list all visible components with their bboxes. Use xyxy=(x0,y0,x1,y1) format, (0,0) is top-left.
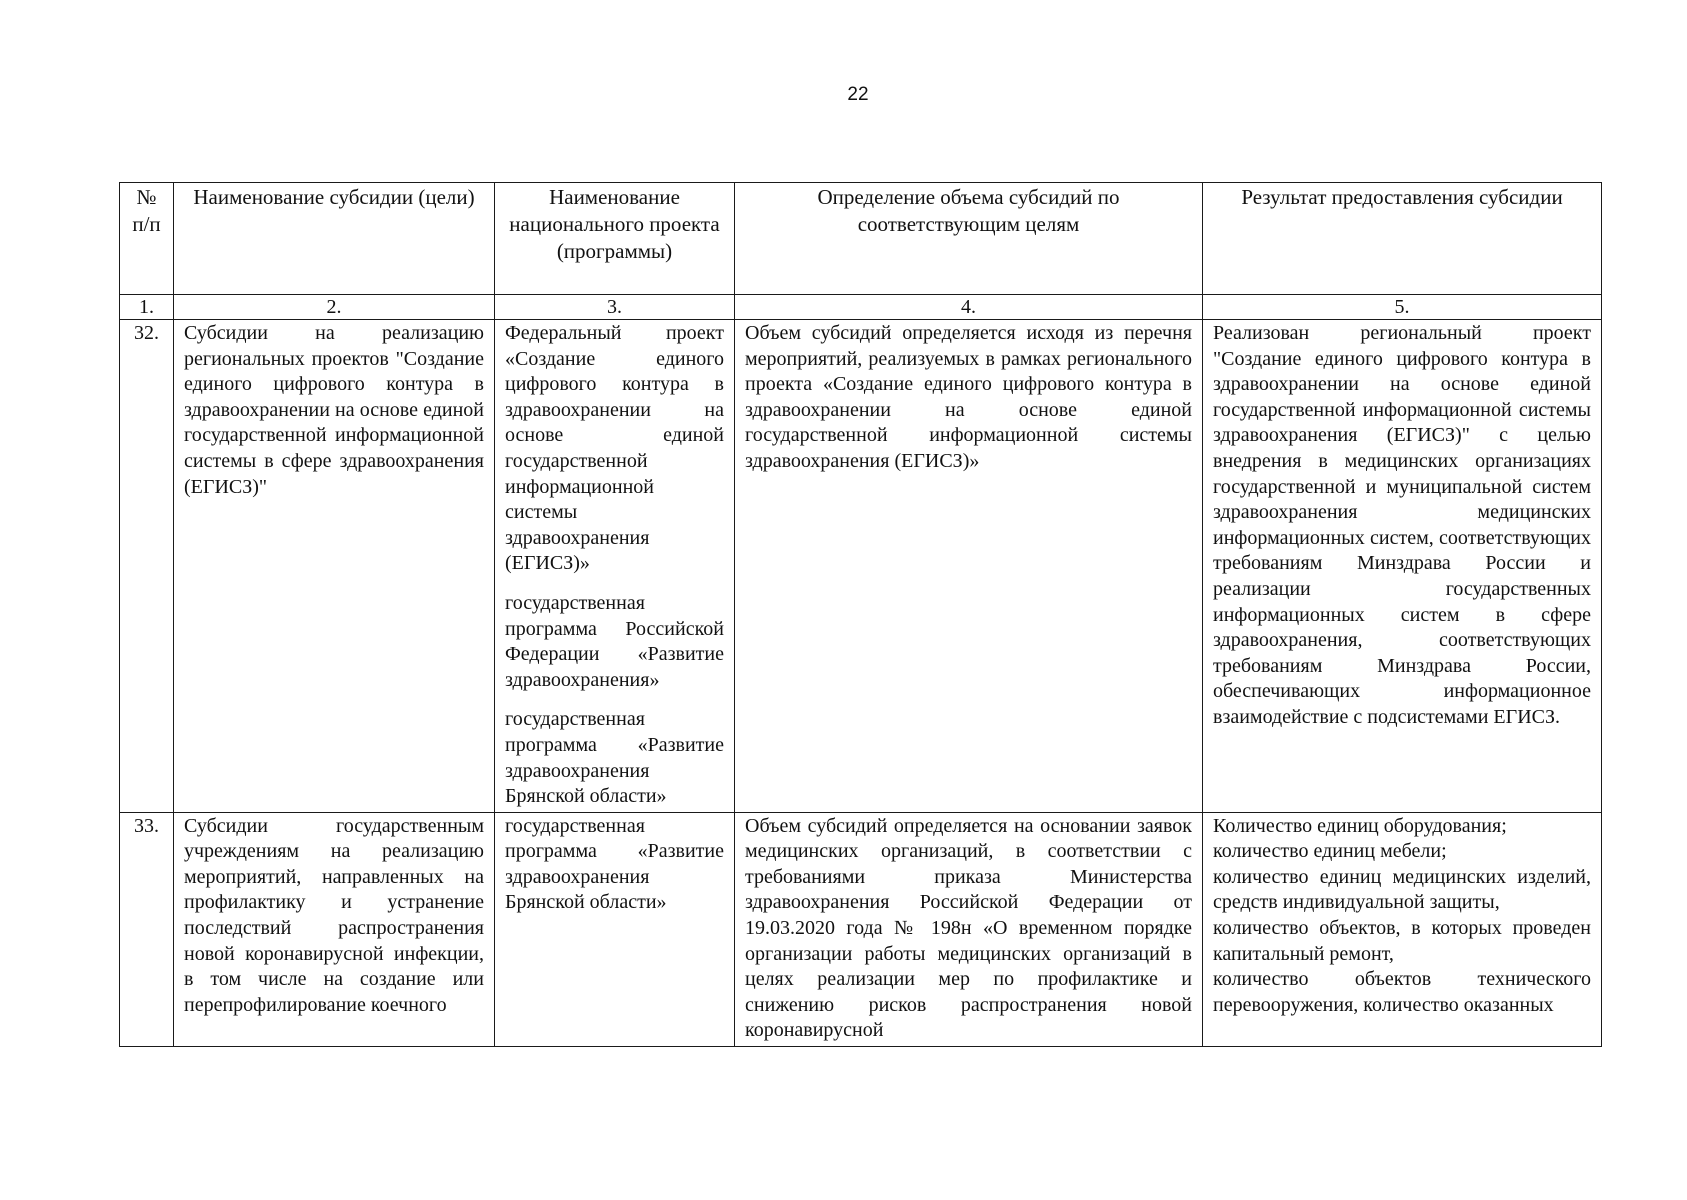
header-cell-volume-definition: Определение объема субсидий по соответствующим целям xyxy=(735,183,1203,295)
national-project-paragraph: государственная программа «Развитие здравоохранения Брянской области» xyxy=(505,814,724,914)
table-row xyxy=(120,812,1602,1046)
header-cell-national-project: Наименование национального проекта (программы) xyxy=(495,183,735,295)
result-cell xyxy=(1203,812,1602,1046)
column-number-4: 4. xyxy=(735,295,1203,320)
column-number-1: 1. xyxy=(120,295,174,320)
volume-definition-cell: Объем субсидий определяется на основании заявок медицинских организаций, в соответствии с требованиями приказа Министерства здравоохранения Российской Федерации от 19.03.2020 года № 198н «О временном порядке организации работы медицинских организаций в целях реализации мер по профилактике и снижению рисков распространения новой коронавирусной xyxy=(735,812,1203,1046)
table-row xyxy=(120,320,1602,813)
national-project-paragraph: Федеральный проект «Создание единого цифрового контура в здравоохранении на основе единой государственной информационной системы здравоохранения (ЕГИСЗ)» xyxy=(505,322,724,575)
row-number: 33. xyxy=(120,812,174,1046)
result-cell: Реализован региональный проект "Создание единого цифрового контура в здравоохранении на основе единой государственной информационной системы здравоохранения (ЕГИСЗ)" с целью внедрения в медицинских организациях государственной и муниципальной систем здравоохранения медицинских информационных систем, соответствующих требованиям Минздрава России и реализации государственных информационных систем в сфере здравоохранения, соответствующих требованиям Минздрава России, обеспечивающих информационное взаимодействие с подсистемами ЕГИСЗ. xyxy=(1203,320,1602,813)
column-number-row xyxy=(120,295,1602,320)
result-line: количество единиц мебели; xyxy=(1213,840,1447,863)
column-number-3: 3. xyxy=(495,295,735,320)
national-project-paragraph: государственная программа «Развитие здравоохранения Брянской области» xyxy=(505,708,724,808)
result-line: количество единиц медицинских изделий, средств индивидуальной защиты, xyxy=(1213,865,1591,914)
header-cell-number: № п/п xyxy=(120,183,174,295)
header-row xyxy=(120,183,1602,295)
national-project-paragraph: государственная программа Российской Федерации «Развитие здравоохранения» xyxy=(505,591,724,691)
header-cell-result: Результат предоставления субсидии xyxy=(1203,183,1602,295)
volume-definition-cell: Объем субсидий определяется исходя из перечня мероприятий, реализуемых в рамках регионального проекта «Создание единого цифрового контура в здравоохранении на основе единой государственной информационной системы здравоохранения (ЕГИСЗ)» xyxy=(735,320,1203,813)
national-project-cell xyxy=(495,320,735,813)
national-project-cell xyxy=(495,812,735,1046)
subsidy-name-cell: Субсидии на реализацию региональных проектов "Создание единого цифрового контура в здравоохранении на основе единой государственной информационной системы в сфере здравоохранения (ЕГИСЗ)" xyxy=(174,320,495,813)
result-line: Количество единиц оборудования; xyxy=(1213,814,1507,837)
column-number-2: 2. xyxy=(174,295,495,320)
header-cell-subsidy-name: Наименование субсидии (цели) xyxy=(174,183,495,295)
column-number-5: 5. xyxy=(1203,295,1602,320)
row-number: 32. xyxy=(120,320,174,813)
page-number: 22 xyxy=(847,84,869,105)
subsidy-table xyxy=(119,182,1602,1047)
result-line: количество объектов, в которых проведен капитальный ремонт, xyxy=(1213,917,1591,965)
subsidy-name-cell: Субсидии государственным учреждениям на реализацию мероприятий, направленных на профилактику и устранение последствий распространения новой коронавирусной инфекции, в том числе на создание или перепрофилирование коечного xyxy=(174,812,495,1046)
result-line: количество объектов технического перевооружения, количество оказанных xyxy=(1213,968,1591,1016)
